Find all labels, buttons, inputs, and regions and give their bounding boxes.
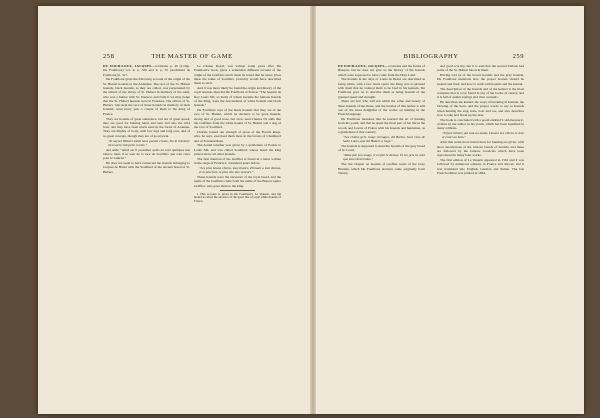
left-column-2 xyxy=(194,64,281,404)
body-paragraph: The first mention of the Greffier is found in a letter written in the reign of Francis I, a hundred years before. xyxy=(194,156,281,166)
body-paragraph: Having told us of the brown hounds and the grey hounds, Du Fouilloux mentions how the proper hounds should be treated and bred, and how to walk with hounds and the kennel. xyxy=(437,73,524,86)
entry-paragraph xyxy=(103,64,190,77)
verse-quote: "Mais par son usage, il en fait le dessus, Et les gris ne sont que leurs descendus." xyxy=(343,153,425,162)
body-paragraph: And it was more likely he found the origin and history of the royal hounds, than did Du Fouilloux at Poitou: "The hounds de Roy Louis XII, so many of whom became the famous hounds of the King, were the descendants of white hounds and black hounds." xyxy=(194,86,281,108)
right-column-2 xyxy=(437,64,524,404)
left-running-title: THE MASTER OF GAME xyxy=(151,53,233,60)
body-paragraph: After that some more instructions for hunting are given, with short descriptions of the various breeds of hounds, and these are followed by the famous woodcuts which have been reproduced in many later works. xyxy=(437,140,524,158)
body-paragraph: The last chapter on hounds of Greffier treats of the Grey Hounds, which Du Fouilloux declares came originally from Tartary. xyxy=(338,162,425,175)
verse-quote: "Il faut l'aimer, qui tout au matin, Devant ses chiens se leve et court au bois." xyxy=(442,131,524,140)
body-paragraph: The hounds is supposed to describe hounds of the grey breed of St. Louis. xyxy=(338,144,425,153)
body-paragraph: He does not seem to have connected the hounds belonging to Jacques de Brézé with the Souillard of the ancient breed of St. Hubert. xyxy=(103,161,190,174)
body-paragraph: Du Fouilloux says of the black hounds that they are of the race of St. Hubert, which he declares to be great hounds, strong and of good nose, but slow. And Charles IX adds that the Greffiers from the white hound of St. Hubert and a dog of the race of Souillard. xyxy=(194,108,281,130)
right-page xyxy=(316,6,584,414)
entry-text: and the future of Bunyon, but he does not give us the history of the hounds which were supposed to have come from the Holy Land. xyxy=(338,64,425,77)
footnote-rule xyxy=(220,190,255,191)
verse-quote: "Les chiens gris, longs corsages, dit Barbu, Sont ceux de Saint Louis, que dit Hubert a l'age." xyxy=(343,134,425,144)
body-paragraph: and adds: "Ainsi est il presumer qu'ils en sont quelques uns blancs, mais il se sont de la race de Souillars que sont ceux pour le vautrait." xyxy=(103,147,190,161)
verse-quote: "Les plus beaux chiens, tous blancs, Prenant a tout dessus, et le plus fort, le plus vite aux veneurs." xyxy=(199,166,281,175)
entry-paragraph xyxy=(338,64,425,77)
body-paragraph: Du Fouilloux gives the following account of the origin of the St. Hubert hounds in the Ardennes. The race of the St. Hubert hounds, black hounds, as they are called, was perpetuated by the abbots of the abbey of St. Hubert in memory of the saint, who was a hunter with St. Eustace; and from it we may judge that the St. Hubert hounds were in Flanders. The abbots of St. Hubert, who kept the race of these hounds in memory of their founder, send every year a couple of them to the King of France. xyxy=(103,77,190,116)
right-running-title: BIBLIOGRAPHY xyxy=(403,53,459,60)
entry-heading: DU FOUILLOUX, JACQUES—continued xyxy=(338,64,402,68)
body-paragraph: There are few who will not admit the value and beauty of these hounds of the chase, and the treatise of this author is still one of the most delightful of the works on hunting in the French language. xyxy=(338,99,425,117)
body-paragraph: The hounds in the days of Louis de Brézé are described as being white, with a few black spots; the King was so pleased with them that he ordered them to be bred in his kennels. Du Fouilloux goes on to describe them as being hounds of the greatest speed and strength. xyxy=(338,77,425,99)
left-page-number: 258 xyxy=(103,53,115,60)
left-column-1 xyxy=(103,64,190,404)
body-paragraph: Charles loaned out strength of prose of the French kings, who, he says, exercised them most in the forests of Chambord and of Fontainebleau. xyxy=(194,130,281,143)
left-page xyxy=(38,6,310,414)
body-paragraph: Du Fouilloux mentions that he learned the art of hunting from his youth, and that he spent the most part of his life in the woods and forests of Poitou with his hounds and huntsmen, as a gentleman of that country. xyxy=(338,117,425,134)
entry-heading: DU FOUILLOUX, JACQUES—continued xyxy=(103,64,169,68)
body-paragraph: These hounds were the ancestors of the royal breed, and the name of the Greffiers came from the name of the Breton squire Gréffier, who gave them to the king. xyxy=(194,175,281,188)
body-paragraph: Le Chasse Royal, was written some years after Du Fouilloux's book, gives a somewhat different account of the origin of the Greffiers and it must be noted that he never gives these the name of Souillars, probably would have described them as such. xyxy=(194,64,281,86)
body-paragraph: He describes the kennel, the ways of breaking in hounds, the blowing of the horn, and the proper words to say to hounds when hunting the stag, hare, boar and roe, and also describes how to take and break up the deer. xyxy=(437,100,524,117)
footnote: 1 This account is given in Du Fouilloux's La Venerie, and the hound is called the ancestor of the great line of royal white hounds of France. xyxy=(194,191,281,204)
right-page-number: 259 xyxy=(512,53,524,60)
verse-quote: "In saynct Hubert estoit sans garant crotee, Du le translat: rien sui le soit prim contee." xyxy=(108,138,190,147)
book-spread xyxy=(38,6,584,414)
entry-text: p. 49 (Comp. Du Fouilloux) vol. ii. p. 329 and ii. p. 55 (Archibald de Fouilloux) ii. 317. xyxy=(103,64,190,77)
body-paragraph: They are hounds of great endurance, but not of great speed; they are good for hunting hares and deer and also the wild boar, and they have been much used in the forest of Ardenne. They are mighty of body, with low legs and long ears, and of no great courage, though they are of good scent. xyxy=(103,116,190,138)
body-paragraph: The first edition of La Venerie appeared in 1561 and it was followed by numerous editions in France and abroad, and it was translated into English, German and Italian. The last French edition was printed in 1864. xyxy=(437,158,524,175)
body-paragraph: The hound Greffier was given by a gentleman of Poitou to Louis XII, and was called Souillard, whose breed the king prized above all other hounds. xyxy=(194,143,281,156)
right-column-1 xyxy=(338,64,425,404)
body-paragraph: The book is concluded with a poem entitled 'L'Adolescence', written by the author in his youth, which has been reprinted in many editions. xyxy=(437,117,524,131)
body-paragraph: and good scarcity, but it is said that the second Talbots had some of the St. Hubert blood in them. xyxy=(437,64,524,73)
body-paragraph: The description of the hounds and of the kennel is the most complete that is to be found in any of the books of venery, and it is full of quaint sayings and wise counsels. xyxy=(437,86,524,100)
